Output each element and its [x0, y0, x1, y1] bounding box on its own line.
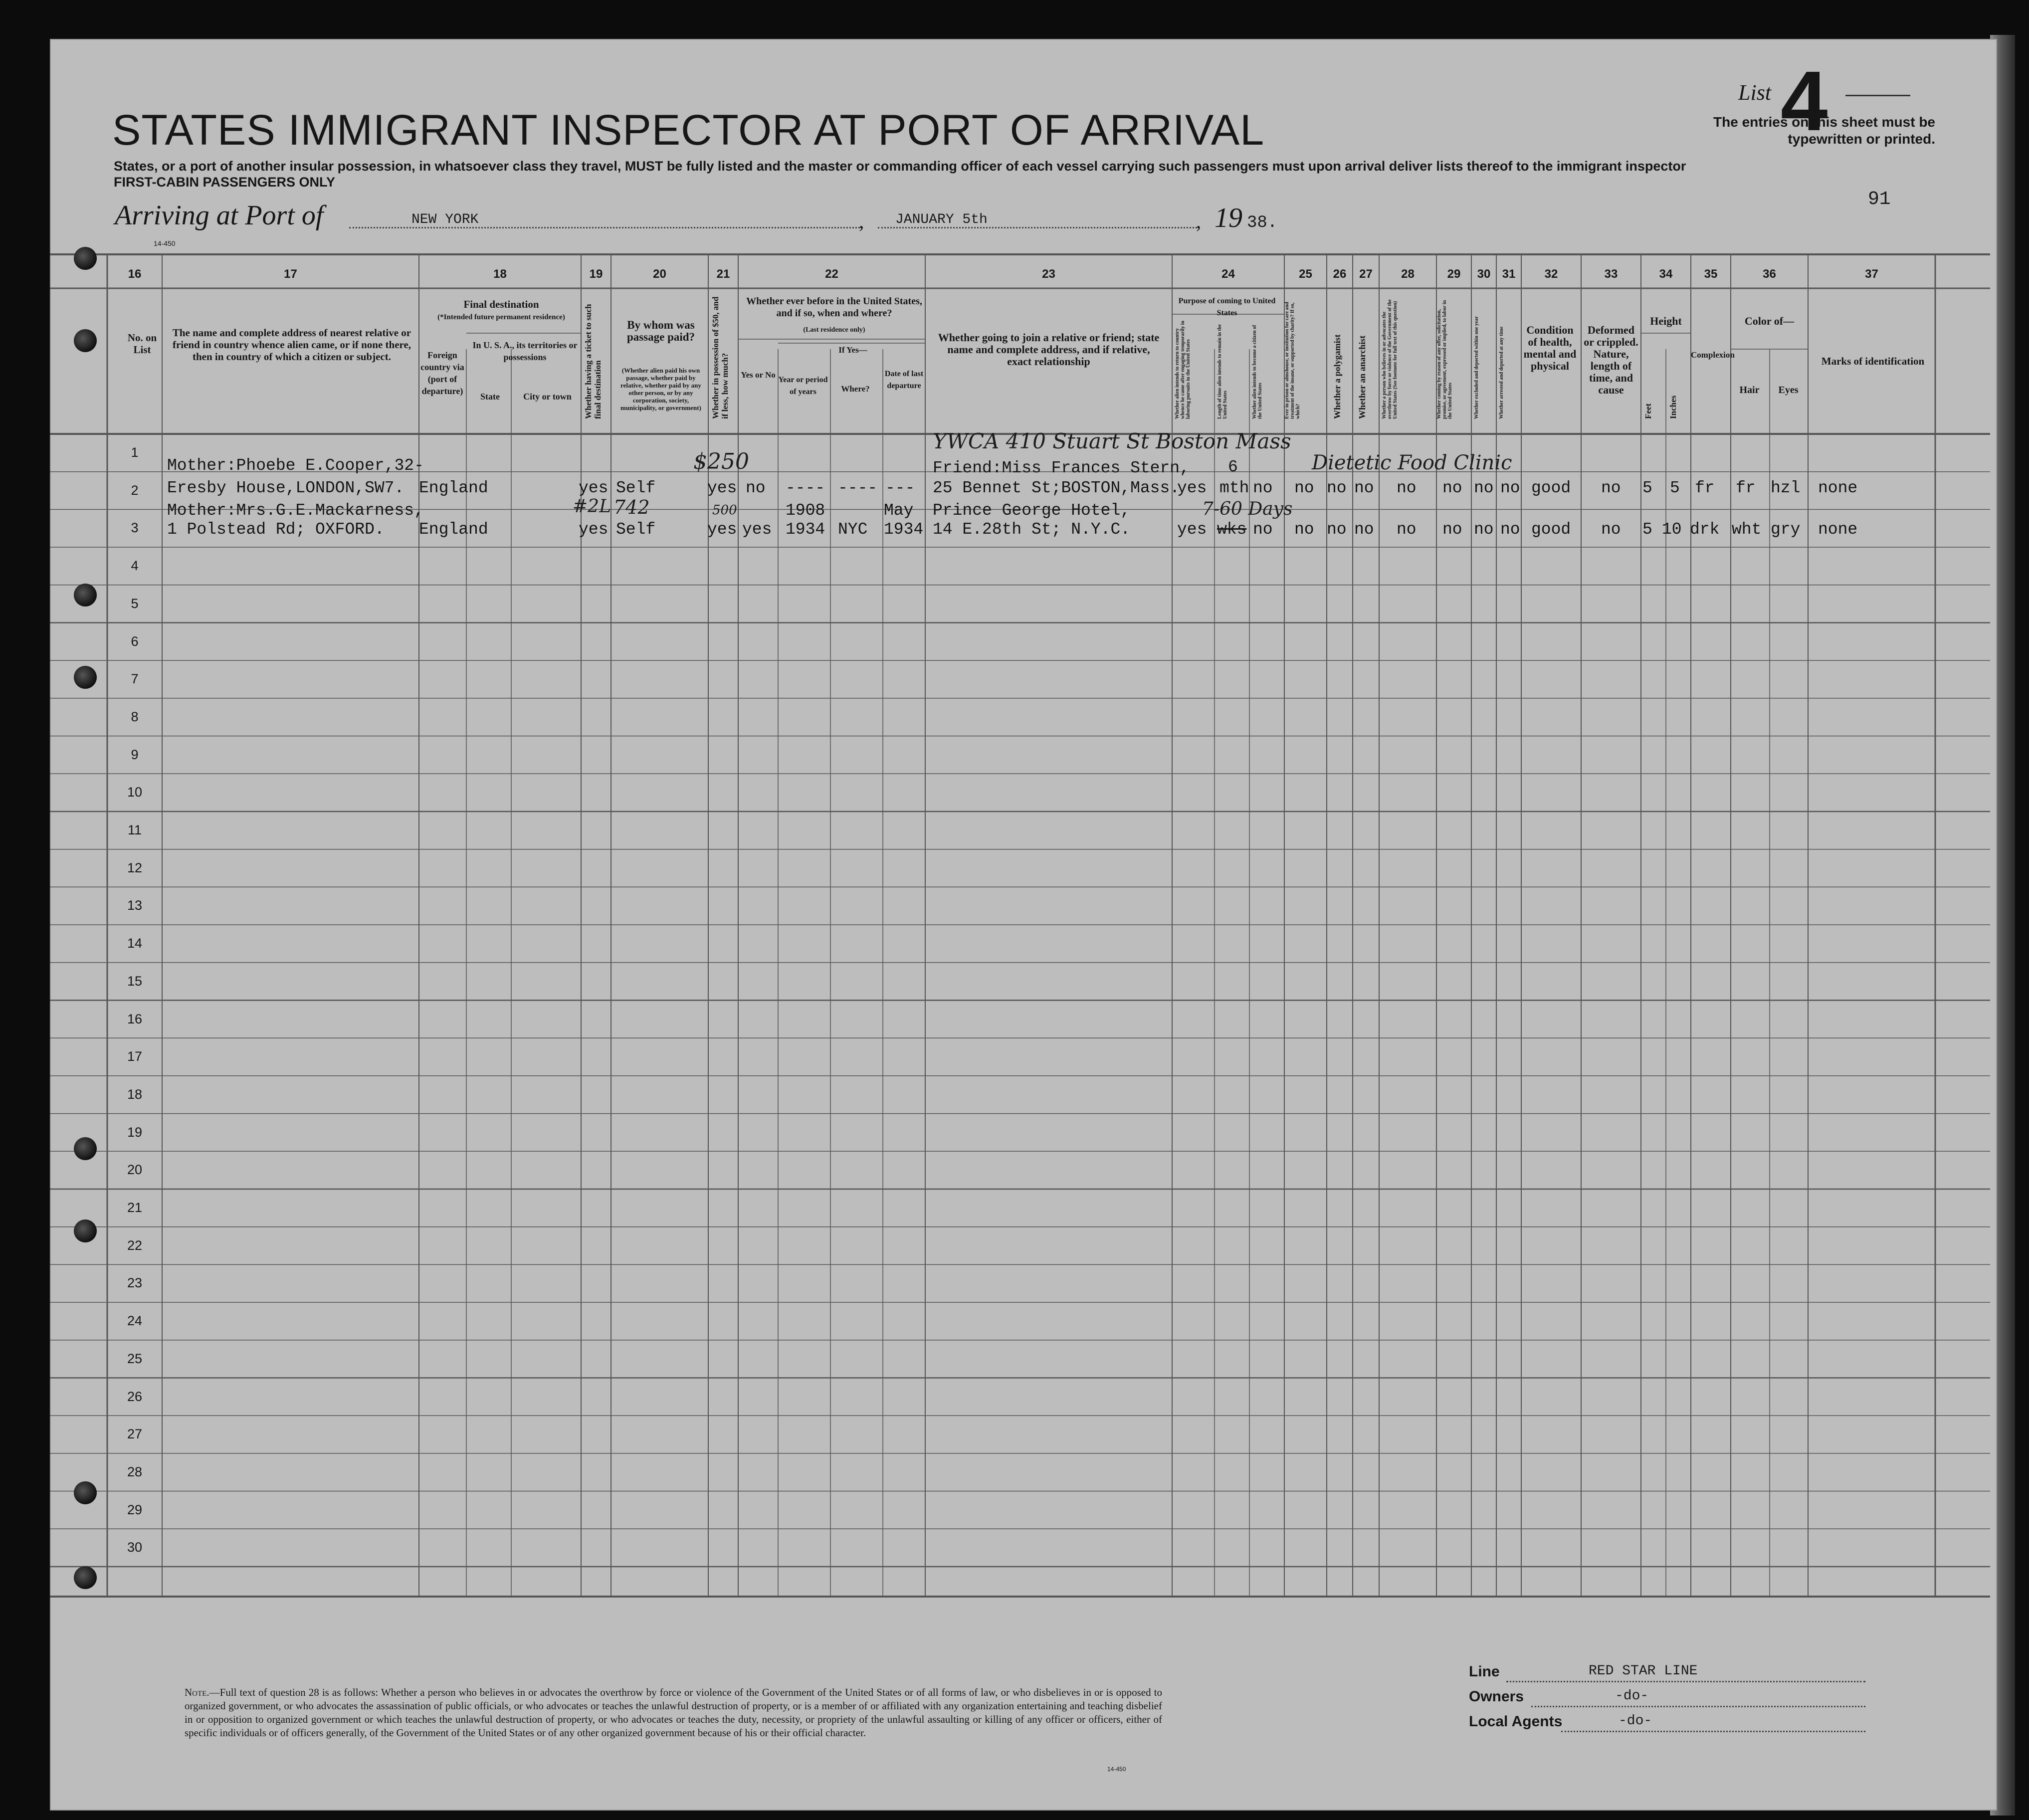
- col37-header: Marks of identification: [1821, 355, 1925, 367]
- row-number: 29: [127, 1502, 143, 1517]
- entry1-complexion: fr: [1695, 479, 1715, 497]
- owners-label: Owners: [1469, 1688, 1524, 1705]
- col29-header: Whether coming by reason of any offer, solicitation, promise, or agreement, expressed or implied, to labor in the United States: [1436, 300, 1453, 419]
- row-number: 3: [131, 520, 139, 536]
- col35-header: Complexion: [1691, 350, 1735, 360]
- column-number: 33: [1604, 267, 1618, 281]
- owners-dotted: [1531, 1706, 1865, 1707]
- entry1-overthrow: no: [1397, 479, 1417, 497]
- col18-city: City or town: [523, 392, 572, 402]
- col22-where: Where?: [841, 384, 870, 394]
- entry2-polygamist: no: [1327, 520, 1347, 539]
- agents-label: Local Agents: [1469, 1713, 1563, 1730]
- column-number: 22: [825, 267, 838, 281]
- header-subline: States, or a port of another insular possession, in whatsoever class they travel, MUST be fully listed and the master or commanding officer of each vessel carrying such passengers must upon arrival deliver lists thereof to the immigrant inspector: [114, 159, 1686, 174]
- entry1-before-years: ----: [786, 479, 825, 497]
- row-number: 25: [127, 1351, 143, 1366]
- binding-hole: [74, 666, 97, 689]
- entry1-length-stay-unit: mth: [1219, 479, 1249, 497]
- col18-usa: In U. S. A., its territories or possessions: [472, 340, 578, 362]
- entry1-ticket: yes: [579, 479, 609, 497]
- line-label: Line: [1469, 1663, 1500, 1680]
- col36-title: Color of—: [1744, 315, 1795, 327]
- column-number: 16: [128, 267, 142, 281]
- col24-return: Whether alien intends to return to country whence he came after engaging temporarily in laboring pursuits in the United States: [1175, 321, 1191, 419]
- row-number: 13: [127, 898, 143, 913]
- col36-hair: Hair: [1739, 385, 1760, 396]
- entry2-overthrow: no: [1397, 520, 1417, 539]
- footer-form-code: 14-450: [1107, 1766, 1126, 1773]
- entry2-relative-line1: Mother:Mrs.G.E.Mackarness,: [167, 501, 424, 520]
- date-value: JANUARY 5th: [895, 212, 988, 227]
- entry2-before-where: NYC: [838, 520, 868, 539]
- comma: ,: [1196, 210, 1201, 232]
- entry2-eyes: gry: [1771, 520, 1801, 539]
- col18-subtitle: (*Intended future permanent residence): [437, 313, 565, 321]
- row-number: 28: [127, 1464, 143, 1479]
- row-number: 22: [127, 1237, 143, 1253]
- col27-header: Whether an anarchist: [1357, 335, 1367, 419]
- row-number: 19: [127, 1124, 143, 1140]
- row-number: 27: [127, 1426, 143, 1442]
- col31-header: Whether arrested and deported at any time: [1499, 326, 1504, 419]
- entry1-deformed: no: [1601, 479, 1621, 497]
- entry2-departure-2: 1934: [884, 520, 924, 539]
- year-prefix: 19: [1215, 202, 1242, 233]
- column-number: 37: [1865, 267, 1878, 281]
- column-number: 17: [284, 267, 297, 281]
- col22-yesno: Yes or No: [741, 370, 776, 380]
- entry1-eyes: hzl: [1771, 479, 1801, 497]
- entry2-joining-line2: 14 E.28th St; N.Y.C.: [933, 520, 1131, 539]
- col22-date: Date of last departure: [884, 370, 924, 390]
- agents-value: -do-: [1619, 1713, 1652, 1729]
- row-number: 16: [127, 1011, 143, 1026]
- row-number: 23: [127, 1275, 143, 1291]
- column-number: 35: [1704, 267, 1718, 281]
- col18-state: State: [480, 392, 500, 402]
- row-number: 4: [131, 558, 139, 574]
- row-number: 9: [131, 747, 139, 762]
- list-number: 4: [1781, 54, 1828, 149]
- entry1-length-stay-num: 6: [1228, 458, 1238, 476]
- entry1-excluded: no: [1474, 479, 1494, 497]
- entry2-ticket: yes: [579, 520, 609, 539]
- entry1-relative-line1: Mother:Phoebe E.Cooper,32-: [167, 456, 424, 475]
- col32-header: Condition of health, mental and physical: [1523, 324, 1577, 372]
- entry2-departure-1: May: [884, 501, 914, 520]
- entry2-relative-line2: 1 Polstead Rd; OXFORD.: [167, 520, 385, 539]
- entries-note: The entries on this sheet must be typewritten or printed.: [1713, 114, 1935, 147]
- row-number: 7: [131, 671, 139, 687]
- entry1-relative-line2: Eresby House,LONDON,SW7.: [167, 479, 405, 497]
- agents-dotted: [1561, 1731, 1865, 1732]
- entry2-length-stay-struck: wks: [1217, 520, 1247, 539]
- binding-hole: [74, 1481, 97, 1504]
- col22-title: Whether ever before in the United States, and if so, when and where?: [746, 296, 922, 319]
- column-number: 20: [653, 267, 666, 281]
- entry2-hair: wht: [1732, 520, 1762, 539]
- col23-header: Whether going to join a relative or friend; state name and complete address, and if relative, exact relationship: [938, 331, 1160, 368]
- row-number: 24: [127, 1313, 143, 1329]
- col22-ifyes: If Yes—: [838, 345, 867, 355]
- col28-header: Whether a person who believes in or advocates the overthrow by force or violence of the Government of the United States (See footnote for full text of this question): [1382, 299, 1398, 419]
- col21-header: Whether in possession of $50, and if less, how much?: [711, 296, 730, 419]
- col34-inches: Inches: [1668, 395, 1678, 419]
- entry1-joining-line1: Friend:Miss Frances Stern,: [933, 459, 1190, 477]
- owners-value: -do-: [1615, 1688, 1649, 1704]
- entry2-complexion: drk: [1690, 520, 1720, 539]
- port-value: NEW YORK: [411, 212, 479, 227]
- entry2-before-years-2: 1934: [786, 520, 825, 539]
- col18-title: Final destination: [463, 298, 539, 310]
- entry2-before: yes: [742, 520, 772, 539]
- entry1-purpose: yes: [1177, 479, 1207, 497]
- column-number: 27: [1359, 267, 1373, 281]
- row-number: 15: [127, 973, 143, 989]
- entry2-inches: 10: [1662, 520, 1682, 539]
- column-number: 34: [1659, 267, 1673, 281]
- row-number: 10: [127, 785, 143, 800]
- row-number: 14: [127, 936, 143, 951]
- row-number: 1: [131, 445, 139, 460]
- entry2-citizen: no: [1253, 520, 1273, 539]
- binding-hole: [74, 329, 97, 352]
- col22-subtitle: (Last residence only): [803, 326, 865, 334]
- form-code-top: 14-450: [154, 239, 176, 247]
- col24-title: Purpose of coming to United States: [1178, 297, 1276, 317]
- binding-hole: [74, 584, 97, 607]
- col34-title: Height: [1650, 315, 1682, 327]
- row-number: 5: [131, 596, 139, 611]
- footer-note-label: Note.: [185, 1686, 209, 1698]
- list-label: List: [1738, 80, 1772, 105]
- footer-note: [185, 1686, 1162, 1740]
- row-number: 17: [127, 1049, 143, 1064]
- row-number: 6: [131, 633, 139, 649]
- line-dotted: [1506, 1681, 1865, 1682]
- binding-hole: [74, 1566, 97, 1589]
- entry1-marks: none: [1818, 479, 1858, 497]
- col22-year: Year or period of years: [778, 376, 828, 396]
- entry1-passage: Self: [616, 479, 656, 497]
- entry1-prison: no: [1294, 479, 1314, 497]
- row-number: 11: [127, 822, 142, 837]
- class-line: FIRST-CABIN PASSENGERS ONLY: [114, 175, 336, 190]
- column-number: 23: [1042, 267, 1055, 281]
- col20-header: By whom was passage paid?: [626, 319, 695, 343]
- row-number: 18: [127, 1086, 143, 1102]
- entry2-length-stay-hand: 7-60 Days: [1202, 499, 1293, 519]
- col24-citizen: Whether alien intends to become a citizen of the United States: [1252, 325, 1263, 419]
- col19-header: Whether having a ticket to such final destination: [584, 304, 603, 419]
- column-number: 18: [493, 267, 507, 281]
- row-number: 20: [127, 1162, 143, 1178]
- line-value: RED STAR LINE: [1589, 1663, 1698, 1679]
- entry2-anarchist: no: [1354, 520, 1374, 539]
- entry2-prison: no: [1294, 520, 1314, 539]
- entry2-excluded: no: [1474, 520, 1494, 539]
- entry2-deported: no: [1500, 520, 1520, 539]
- col16-header: No. on List: [127, 332, 157, 356]
- col24-length: Length of time alien intends to remain in the United States: [1217, 324, 1228, 419]
- binding-hole: [74, 1137, 97, 1160]
- entry2-feet: 5: [1642, 520, 1652, 539]
- entry2-passage: Self: [616, 520, 656, 539]
- col34-feet: Feet: [1643, 403, 1653, 419]
- entry2-money: yes: [707, 520, 737, 539]
- column-number: 26: [1333, 267, 1347, 281]
- entry2-money-hand: 500: [712, 503, 737, 518]
- entry1-contract: no: [1442, 479, 1462, 497]
- entry2-marks: none: [1818, 520, 1858, 539]
- col20-note: (Whether alien paid his own passage, whether paid by relative, whether paid by any other person, or by any corporation, society, municipality, or government): [620, 367, 701, 411]
- entry2-joining-line1: Prince George Hotel,: [933, 501, 1131, 520]
- year-suffix: 38.: [1247, 213, 1278, 232]
- column-number: 31: [1502, 267, 1516, 281]
- entry1-joining-hand: YWCA 410 Stuart St Boston Mass: [933, 429, 1291, 453]
- column-number: 21: [716, 267, 730, 281]
- column-number: 28: [1401, 267, 1415, 281]
- arriving-label: Arriving at Port of: [115, 200, 324, 231]
- entry1-before-departure: ---: [885, 479, 915, 497]
- col26-header: Whether a polygamist: [1332, 334, 1342, 419]
- row-number: 21: [127, 1200, 143, 1215]
- entry1-joining-line2: 25 Bennet St;BOSTON,Mass.: [933, 479, 1180, 497]
- entry1-hair: fr: [1736, 479, 1756, 497]
- page-title: STATES IMMIGRANT INSPECTOR AT PORT OF ARRIVAL: [112, 106, 1265, 154]
- entry1-feet: 5: [1642, 479, 1652, 497]
- row-number: 2: [131, 482, 139, 498]
- column-number: 19: [589, 267, 603, 281]
- entry1-polygamist: no: [1327, 479, 1347, 497]
- column-number: 29: [1447, 267, 1461, 281]
- row-number: 12: [127, 860, 143, 875]
- column-number: 36: [1763, 267, 1776, 281]
- entry1-inches: 5: [1670, 479, 1680, 497]
- col30-header: Whether excluded and deported within one year: [1474, 316, 1479, 419]
- entry1-foreign-country: England: [419, 479, 488, 497]
- column-number: 24: [1221, 267, 1235, 281]
- entry2-deformed: no: [1601, 520, 1621, 539]
- row-number: 8: [131, 709, 139, 724]
- entry2-before-years-1: 1908: [786, 501, 825, 520]
- entry1-note-hand: Dietetic Food Clinic: [1312, 451, 1512, 474]
- column-number: 25: [1299, 267, 1312, 281]
- entry2-passage-hand: 742: [613, 496, 650, 518]
- row-number: 30: [127, 1540, 143, 1555]
- col17-header: The name and complete address of nearest relative or friend in country whence alien came, or if none there, then in country of which a citizen or subject.: [172, 327, 411, 363]
- entry1-money-hand: $250: [693, 449, 749, 474]
- col18-foreign: Foreign country via (port of departure): [420, 350, 464, 396]
- entry1-before-where: ----: [838, 479, 878, 497]
- entry1-deported: no: [1500, 479, 1520, 497]
- binding-hole: [74, 1219, 97, 1242]
- entry2-health: good: [1531, 520, 1571, 539]
- entry1-before: no: [746, 479, 766, 497]
- page-stamp: 91: [1868, 189, 1891, 210]
- column-number: 30: [1477, 267, 1491, 281]
- entry1-money: yes: [707, 479, 737, 497]
- footer-note-text: —Full text of question 28 is as follows: Whether a person who believes in or advocates the overthrow by force or violence of the Government of the United States or of all forms of law, or who disbelieves in or is opposed to organized government, or who advocates the assassination of public officials, or who advocates or teaches the unlawful destruction of property, or is a member of or affiliated with any organization entertaining and teaching disbelief in or opposition to organized government or which teaches the unlawful destruction of property, or who advocates or teaches the duty, necessity, or propriety of the unlawful assaulting or killing of any officer or officers, either of specific individuals or of officers generally, of the Government of the United States or of any other organized government because of his or their official character.: [185, 1686, 1162, 1739]
- entry1-citizen: no: [1253, 479, 1273, 497]
- entry2-purpose: yes: [1177, 520, 1207, 539]
- binding-hole: [74, 247, 97, 270]
- col25-header: Ever in prison or almshouse, or institution for care and treatment of the insane, or supported by charity? If so, which?: [1284, 302, 1301, 419]
- col36-eyes: Eyes: [1778, 385, 1799, 396]
- comma: ,: [859, 210, 864, 232]
- column-number: 32: [1544, 267, 1558, 281]
- entry1-anarchist: no: [1354, 479, 1374, 497]
- entry1-health: good: [1531, 479, 1571, 497]
- col33-header: Deformed or crippled. Nature, length of time, and cause: [1584, 324, 1638, 396]
- entry2-ticket-hand: #2L: [573, 496, 611, 517]
- entry2-foreign-country: England: [419, 520, 488, 539]
- row-number: 26: [127, 1389, 143, 1404]
- entry2-contract: no: [1442, 520, 1462, 539]
